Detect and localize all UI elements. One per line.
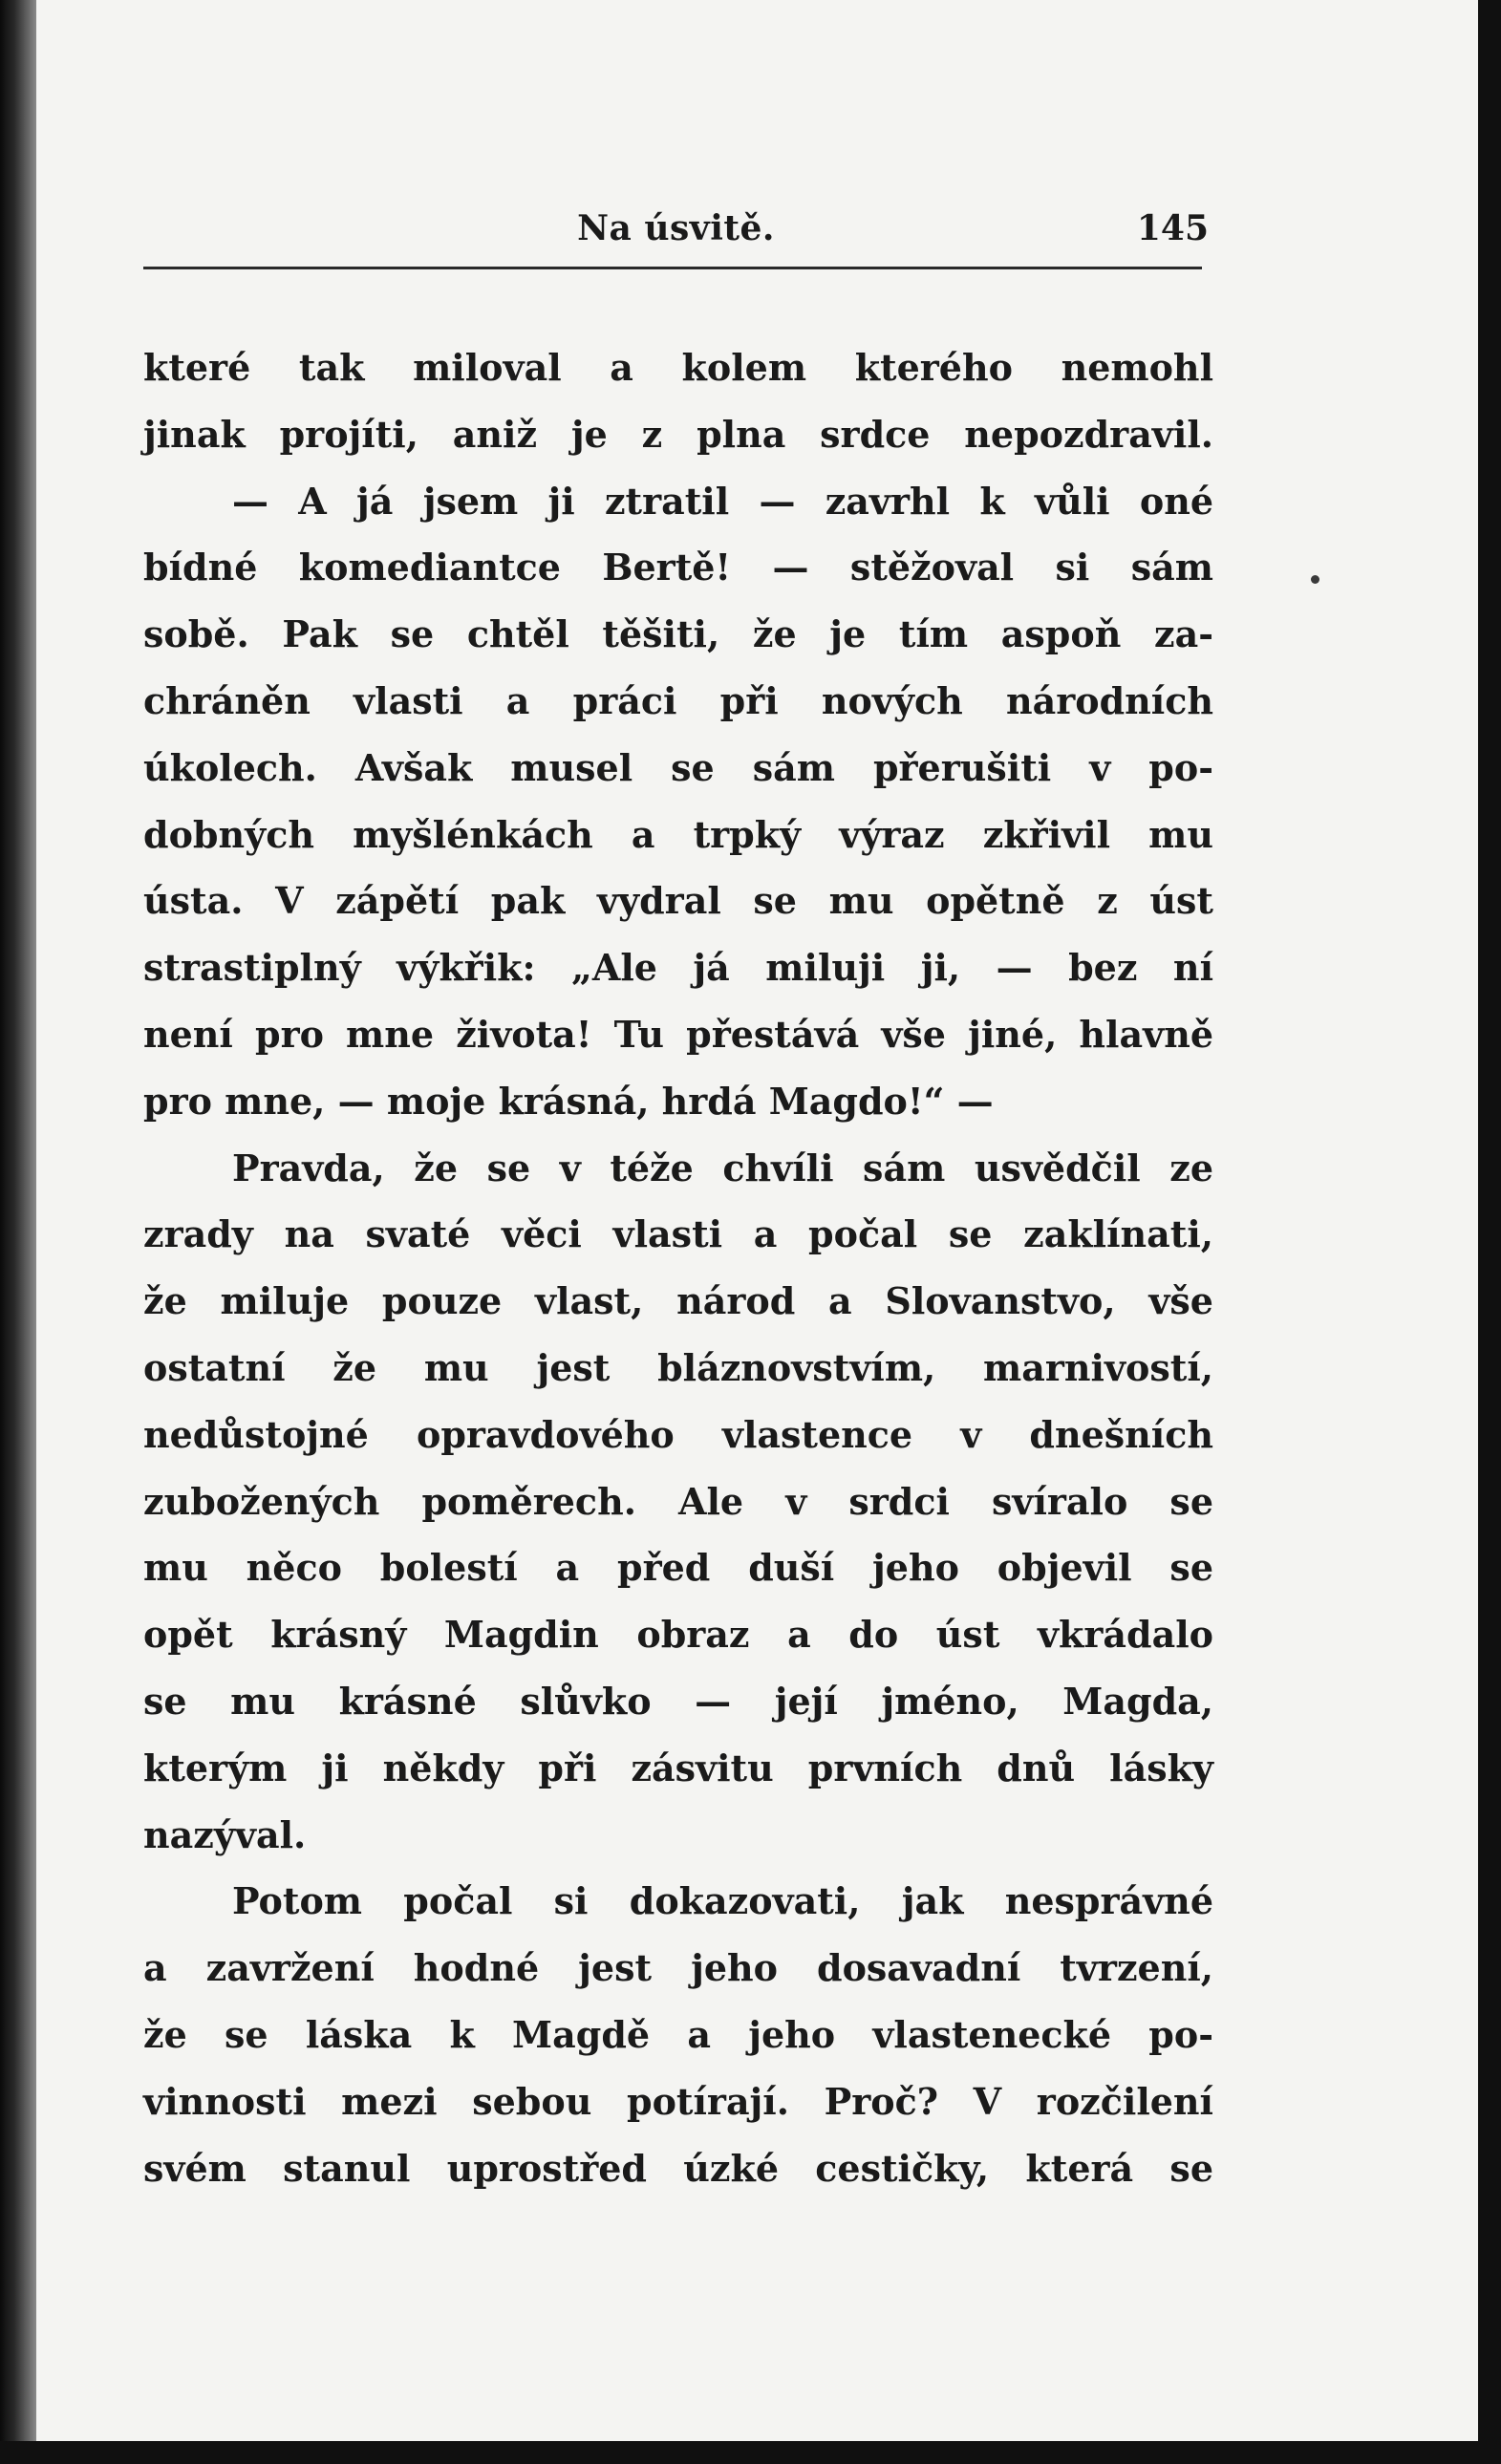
scan-left-edge — [0, 0, 36, 2464]
scan-right-edge — [1478, 0, 1501, 2464]
body-text — [143, 334, 1213, 2201]
scan-bottom-edge — [0, 2441, 1501, 2464]
text-line: zubožených poměrech. Ale v srdci svíralo se — [143, 1479, 1213, 1523]
header-rule — [143, 267, 1202, 269]
text-line: zrady na svaté věci vlasti a počal se zaklínati, — [143, 1212, 1213, 1256]
text-line: jinak projíti, aniž je z plna srdce nepozdravil. — [143, 412, 1213, 456]
text-line: úkolech. Avšak musel se sám přerušiti v po- — [143, 745, 1213, 789]
text-line: pro mne, — moje krásná, hrdá Magdo!“ — — [143, 1079, 994, 1123]
text-line: sobě. Pak se chtěl těšiti, že je tím aspoň za- — [143, 612, 1213, 656]
text-line: Pravda, že se v téže chvíli sám usvědčil ze — [232, 1146, 1213, 1189]
text-line: které tak miloval a kolem kterého nemohl — [143, 346, 1213, 389]
text-line: dobných myšlénkách a trpký výraz zkřivil mu — [143, 812, 1213, 856]
text-line: chráněn vlasti a práci při nových národních — [143, 678, 1213, 722]
text-line: — A já jsem ji ztratil — zavrhl k vůli oné — [232, 479, 1213, 523]
text-line: že miluje pouze vlast, národ a Slovanstvo, vše — [143, 1279, 1213, 1323]
text-line: mu něco bolestí a před duší jeho objevil se — [143, 1546, 1213, 1590]
text-line: svém stanul uprostřed úzké cestičky, která se — [143, 2146, 1213, 2190]
text-line: ústa. V zápětí pak vydral se mu opětně z úst — [143, 879, 1213, 923]
text-line: nazýval. — [143, 1812, 307, 1856]
text-line: nedůstojné opravdového vlastence v dnešních — [143, 1412, 1213, 1456]
text-line: ostatní že mu jest bláznovstvím, marnivostí, — [143, 1345, 1213, 1389]
text-line: není pro mne života! Tu přestává vše jiné, hlavně — [143, 1012, 1213, 1056]
text-line: kterým ji někdy při zásvitu prvních dnů lásky — [143, 1746, 1213, 1789]
ink-speck — [1311, 575, 1319, 584]
page-number: 145 — [1136, 208, 1209, 248]
text-line: se mu krásné slůvko — její jméno, Magda, — [143, 1679, 1213, 1723]
text-line: že se láska k Magdě a jeho vlastenecké po- — [143, 2012, 1213, 2056]
running-title: Na úsvitě. — [577, 208, 775, 248]
text-line: vinnosti mezi sebou potírají. Proč? V rozčilení — [143, 2079, 1213, 2123]
text-line: bídné komediantce Bertě! — stěžoval si sám — [143, 546, 1213, 589]
text-line: Potom počal si dokazovati, jak nesprávné — [232, 1879, 1213, 1923]
text-line: opět krásný Magdin obraz a do úst vkrádalo — [143, 1613, 1213, 1657]
text-line: strastiplný výkřik: „Ale já miluji ji, — bez ní — [143, 946, 1213, 990]
text-line: a zavržení hodné jest jeho dosavadní tvrzení, — [143, 1946, 1213, 1990]
page-header — [143, 191, 1209, 248]
